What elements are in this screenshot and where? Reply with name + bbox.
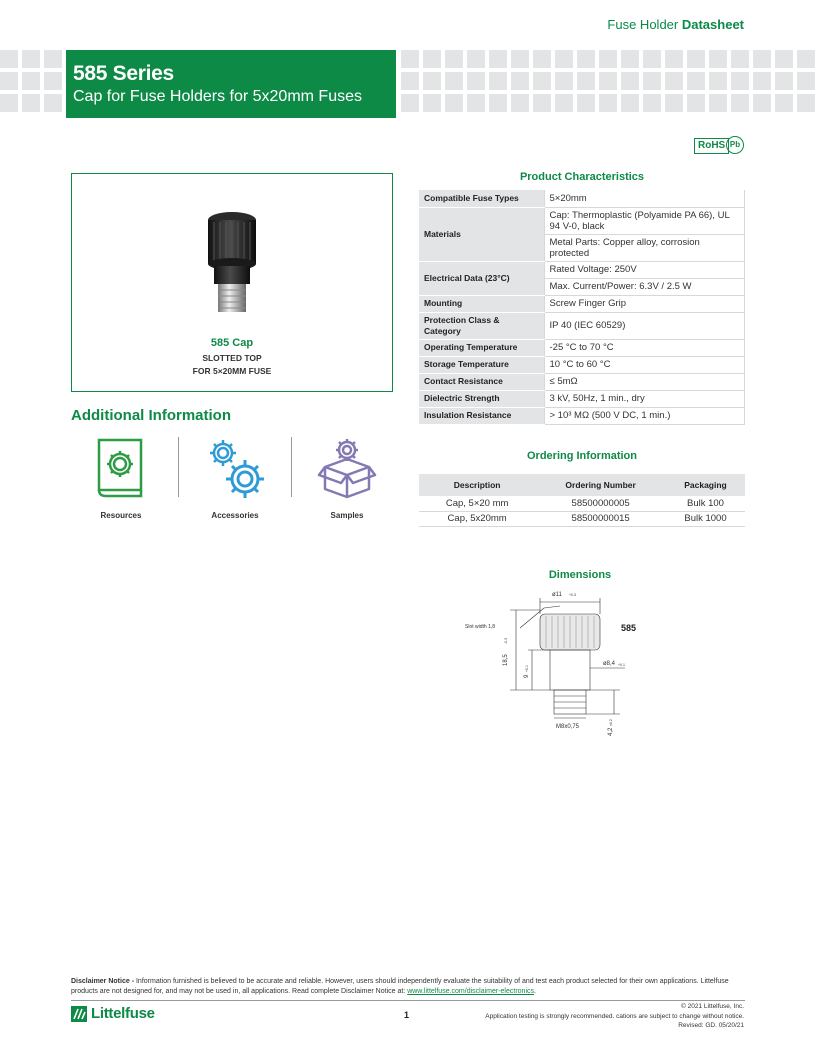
header-tile [423, 94, 441, 112]
header-tile [555, 94, 573, 112]
header-tile [753, 94, 771, 112]
table-cell: 58500000005 [535, 496, 666, 511]
header-tile [797, 72, 815, 90]
resources-link[interactable] [66, 437, 176, 499]
table-cell: Bulk 100 [666, 496, 745, 511]
characteristic-value: > 10³ MΩ (500 V DC, 1 min.) [544, 407, 745, 424]
header-tile [44, 72, 62, 90]
table-row [419, 356, 745, 373]
header-tile [621, 94, 639, 112]
header-tile [22, 94, 40, 112]
table-cell: Bulk 1000 [666, 511, 745, 526]
table-row [419, 339, 745, 356]
characteristic-label: Mounting [419, 295, 544, 312]
header-tile [555, 72, 573, 90]
header-tile [22, 50, 40, 68]
ordering-information-table [419, 474, 745, 527]
header-tile [577, 50, 595, 68]
dim-thread: M8x0,75 [556, 724, 580, 730]
footer-meta [485, 1002, 744, 1031]
characteristic-label: Electrical Data (23°C) [419, 261, 544, 295]
gears-icon [203, 437, 267, 499]
table-row [419, 390, 745, 407]
disclaimer-heading: Disclaimer Notice - [71, 978, 135, 985]
header-tile [0, 50, 18, 68]
dimension-series-label: 585 [621, 623, 637, 633]
header-pattern-left [0, 50, 66, 120]
characteristic-value: 3 kV, 50Hz, 1 min., dry [544, 390, 745, 407]
column-header: Ordering Number [535, 474, 666, 496]
header-tile [577, 94, 595, 112]
dim-body-dia: ø8,4 [603, 661, 616, 667]
header-tile [643, 50, 661, 68]
samples-label: Samples [330, 511, 364, 520]
table-row [419, 207, 745, 234]
dim-height: 18,5 [503, 654, 509, 666]
disclaimer-text: Information furnished is believed to be accurate and reliable. However, users should independently evaluate the suitability of and test each product selected for their own applications. Littelfuse products are not designed for, and may not be used in, all applications. Read complete Disclaimer Notice at: [71, 978, 729, 995]
table-row [419, 496, 745, 511]
characteristic-label: Contact Resistance [419, 373, 544, 390]
table-row [419, 511, 745, 526]
characteristic-value: Cap: Thermoplastic (Polyamide PA 66), UL 94 V-0, black [544, 207, 745, 234]
header-tile [489, 72, 507, 90]
dim-body-dia-tol: +0.1 [618, 663, 625, 667]
header-pattern-right [401, 50, 816, 120]
header-tile [753, 50, 771, 68]
book-gear-icon [96, 437, 146, 499]
header-tile [775, 94, 793, 112]
characteristic-label: Insulation Resistance [419, 407, 544, 424]
header-tile [709, 50, 727, 68]
characteristic-label: Materials [419, 207, 544, 261]
header-tile [775, 72, 793, 90]
header-tile [401, 50, 419, 68]
header-tile [445, 72, 463, 90]
littelfuse-logo-mark [71, 1006, 87, 1022]
doc-type-prefix: Fuse Holder [607, 17, 679, 32]
document-type [607, 17, 744, 32]
disclaimer-notice [71, 977, 743, 997]
series-title: 585 Series [73, 62, 174, 85]
header-tile [709, 72, 727, 90]
doc-type-bold: Datasheet [681, 17, 744, 32]
header-tile [599, 72, 617, 90]
characteristic-value: Screw Finger Grip [544, 295, 745, 312]
header-tile [665, 50, 683, 68]
header-tile [621, 72, 639, 90]
ordering-information-title: Ordering Information [527, 450, 637, 462]
product-desc-line: FOR 5×20MM FUSE [192, 366, 272, 376]
dim-top-dia: ø11 [552, 592, 562, 598]
logo-text: Littelfuse [91, 1005, 155, 1022]
footer-divider [71, 1000, 745, 1001]
dim-bottom-height: 4,2 [608, 727, 614, 736]
dim-bottom-height-tol: ±0.2 [609, 719, 613, 726]
header-tile [731, 50, 749, 68]
table-cell: Cap, 5×20 mm [419, 496, 535, 511]
header-tile [599, 50, 617, 68]
revision: Revised: GD. 05/20/21 [678, 1022, 744, 1029]
header-tile [731, 72, 749, 90]
dim-height-tol: -0.3 [504, 637, 508, 644]
dimension-drawing [460, 586, 630, 746]
header-tile [797, 94, 815, 112]
header-tile [401, 72, 419, 90]
header-tile [797, 50, 815, 68]
characteristic-value: ≤ 5mΩ [544, 373, 745, 390]
header-tile [665, 72, 683, 90]
product-name: 585 Cap [210, 337, 254, 349]
copyright: © 2021 Littelfuse, Inc. [681, 1003, 744, 1010]
accessories-label: Accessories [211, 511, 259, 520]
header-tile [643, 94, 661, 112]
header-tile [401, 94, 419, 112]
header-tile [577, 72, 595, 90]
header-tile [44, 50, 62, 68]
product-image-box [71, 173, 393, 392]
characteristic-value: -25 °C to 70 °C [544, 339, 745, 356]
header-tile [0, 94, 18, 112]
column-header: Packaging [666, 474, 745, 496]
dimensions-title: Dimensions [548, 569, 612, 581]
series-subtitle: Cap for Fuse Holders for 5x20mm Fuses [73, 88, 362, 105]
header-tile [0, 72, 18, 90]
characteristic-value: Rated Voltage: 250V [544, 261, 745, 278]
characteristic-value: IP 40 (IEC 60529) [544, 312, 745, 339]
resources-label: Resources [100, 511, 142, 520]
accessories-link[interactable] [180, 437, 290, 499]
header-tile [731, 94, 749, 112]
header-tile [467, 72, 485, 90]
header-tile [489, 50, 507, 68]
header-tile [533, 72, 551, 90]
page-number: 1 [404, 1010, 410, 1020]
header-tile [687, 50, 705, 68]
header-tile [533, 50, 551, 68]
littelfuse-logo [71, 1005, 155, 1022]
product-description [72, 352, 392, 378]
divider [178, 437, 179, 497]
header-tile [511, 72, 529, 90]
table-cell: Cap, 5x20mm [419, 511, 535, 526]
product-desc-line: SLOTTED TOP [202, 353, 262, 363]
header-tile [467, 94, 485, 112]
dim-lower-height-tol: +0.1 [525, 665, 529, 672]
header-tile [445, 94, 463, 112]
product-characteristics-table [419, 190, 745, 425]
header-tile [665, 94, 683, 112]
header-tile [511, 94, 529, 112]
box-gear-icon [317, 437, 377, 499]
table-row [419, 190, 745, 207]
dim-slot-width: Slot width 1,8 [465, 624, 496, 630]
characteristic-label: Compatible Fuse Types [419, 190, 544, 207]
spec-note: Application testing is strongly recommended. cations are subject to change without notice. [485, 1012, 744, 1020]
dim-lower-height: 9 [524, 674, 530, 678]
table-row [419, 312, 745, 339]
characteristic-label: Storage Temperature [419, 356, 544, 373]
table-row [419, 261, 745, 278]
table-row [419, 407, 745, 424]
header-tile [423, 72, 441, 90]
header-tile [533, 94, 551, 112]
header-tile [445, 50, 463, 68]
header-tile [753, 72, 771, 90]
fuse-cap-image [196, 210, 268, 330]
dim-top-dia-tol: +0.3 [569, 593, 576, 597]
header-tile [511, 50, 529, 68]
series-banner [66, 50, 396, 118]
header-tile [621, 50, 639, 68]
product-characteristics-title: Product Characteristics [519, 171, 645, 183]
header-tile [489, 94, 507, 112]
header-tile [423, 50, 441, 68]
header-tile [775, 50, 793, 68]
table-cell: 58500000015 [535, 511, 666, 526]
header-tile [709, 94, 727, 112]
characteristic-label: Operating Temperature [419, 339, 544, 356]
disclaimer-end: . [534, 988, 536, 995]
header-tile [22, 72, 40, 90]
additional-info-title: Additional Information [71, 407, 231, 424]
header-tile [44, 94, 62, 112]
header-tile [687, 72, 705, 90]
table-row [419, 373, 745, 390]
header-tile [555, 50, 573, 68]
characteristic-label: Dielectric Strength [419, 390, 544, 407]
characteristic-value: 5×20mm [544, 190, 745, 207]
samples-link[interactable] [292, 437, 402, 499]
header-tile [643, 72, 661, 90]
characteristic-value: Metal Parts: Copper alloy, corrosion protected [544, 234, 745, 261]
rohs-badge: RoHS [694, 138, 729, 154]
characteristic-value: 10 °C to 60 °C [544, 356, 745, 373]
lead-free-badge: Pb [726, 136, 744, 154]
disclaimer-link[interactable]: www.littelfuse.com/disclaimer-electronics [407, 988, 535, 995]
characteristic-value: Max. Current/Power: 6.3V / 2.5 W [544, 278, 745, 295]
column-header: Description [419, 474, 535, 496]
table-row [419, 295, 745, 312]
header-tile [467, 50, 485, 68]
characteristic-label: Protection Class & Category [419, 312, 544, 339]
header-tile [687, 94, 705, 112]
header-tile [599, 94, 617, 112]
